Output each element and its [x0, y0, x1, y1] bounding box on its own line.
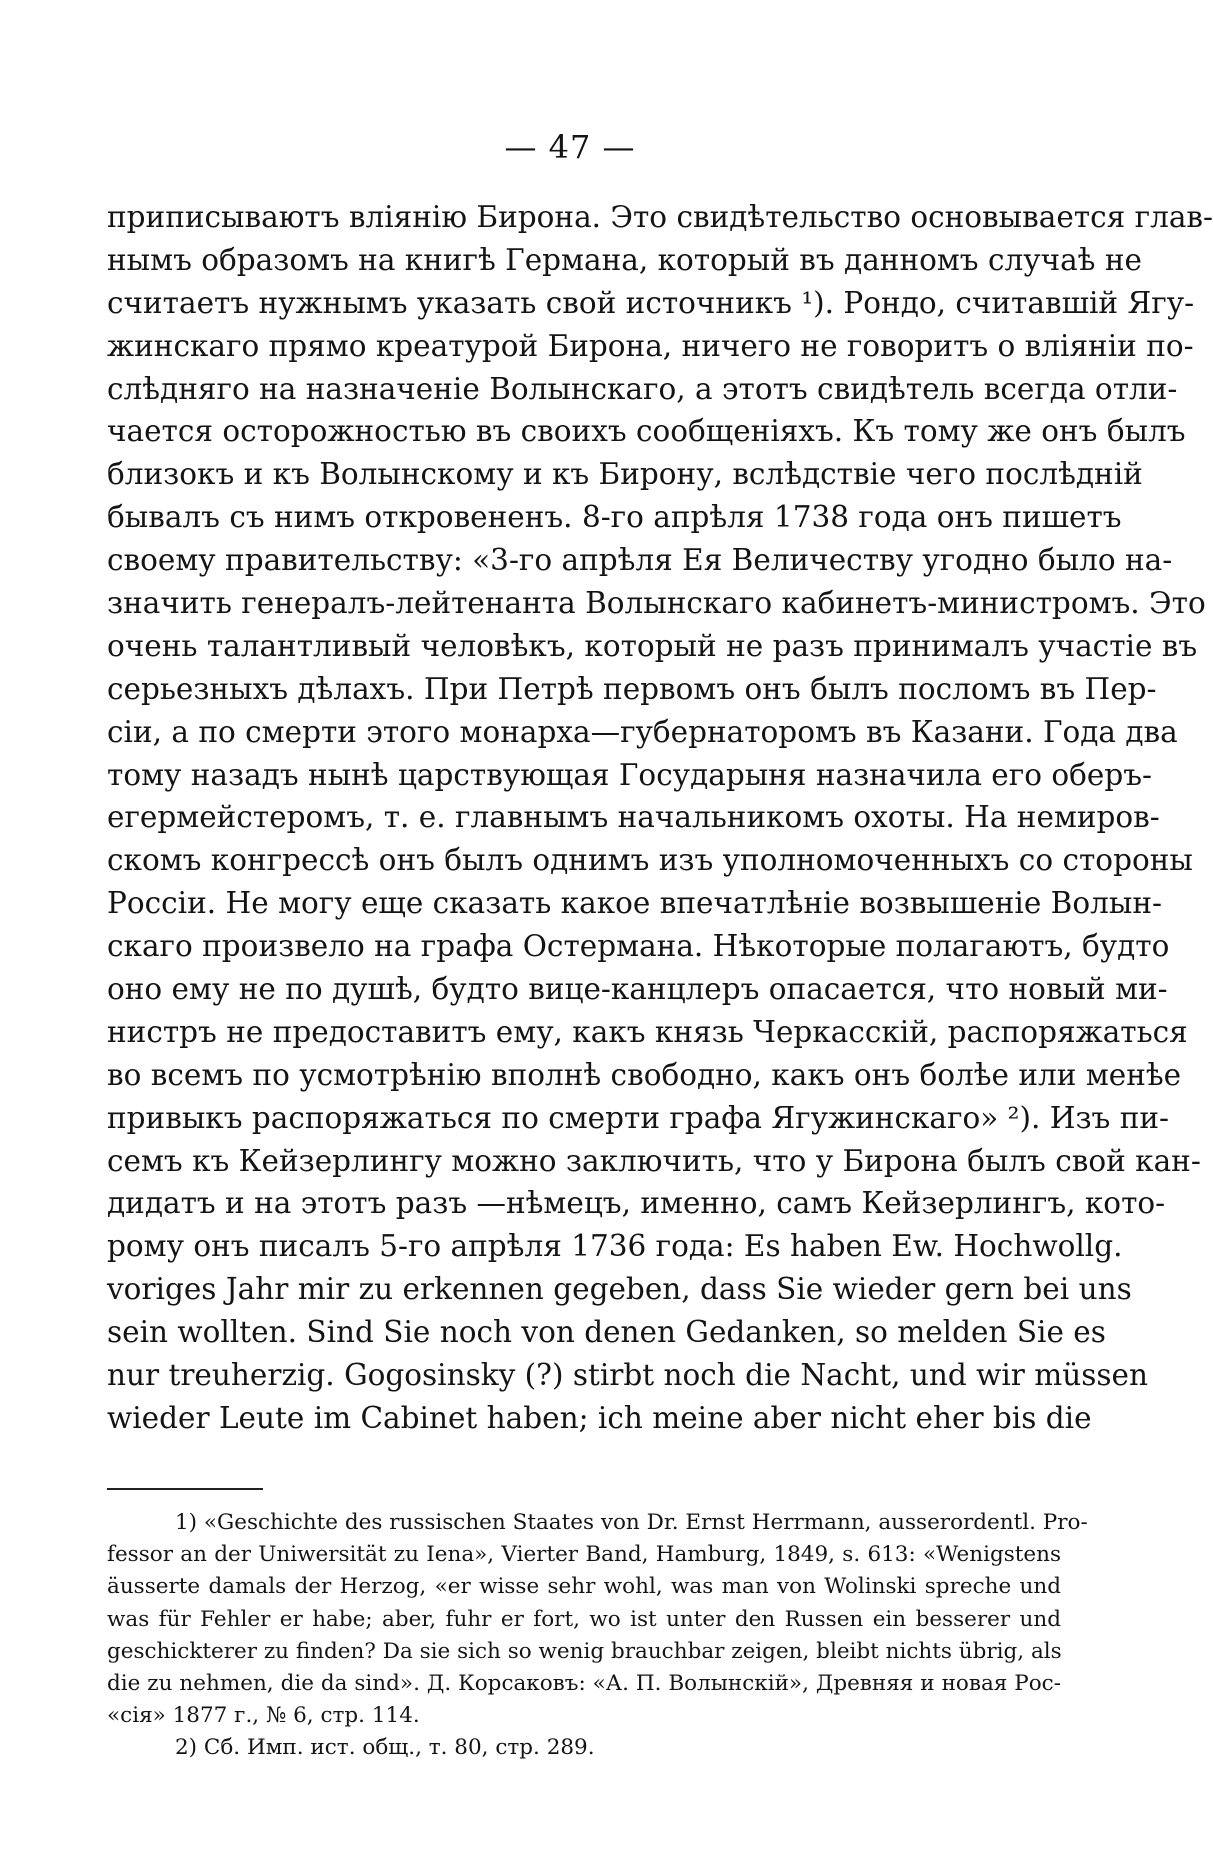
text-line: дидатъ и на этотъ разъ —нѣмецъ, именно, самъ Кейзерлингъ, кото-	[107, 1186, 1166, 1221]
page-number: — 47 —	[504, 128, 636, 166]
text-line: nur treuherzig. Gogosinsky (?) stirbt noch die Nacht, und wir müssen	[107, 1358, 1148, 1393]
footnote-line: was für Fehler er habe; aber, fuhr er fort, wo ist unter den Russen ein besserer und	[107, 1606, 1061, 1632]
text-line: сіи, а по смерти этого монарха—губернаторомъ въ Казани. Года два	[107, 714, 1178, 749]
main-text	[107, 196, 1213, 1440]
text-line: скаго произвело на графа Остермана. Нѣкоторые полагаютъ, будто	[107, 929, 1170, 964]
text-line: нымъ образомъ на книгѣ Германа, который въ данномъ случаѣ не	[107, 242, 1142, 277]
text-line: приписываютъ вліянію Бирона. Это свидѣтельство основывается глав-	[107, 200, 1213, 234]
footnote-line: äusserte damals der Herzog, «er wisse sehr wohl, was man von Wolinski spreche und	[107, 1574, 1061, 1600]
text-line: близокъ и къ Волынскому и къ Бирону, вслѣдствіе чего послѣдній	[107, 457, 1143, 492]
text-line: рому онъ писалъ 5-го апрѣля 1736 года: Es haben Ew. Hochwollg.	[107, 1229, 1123, 1264]
text-line: скомъ конгрессѣ онъ былъ однимъ изъ уполномоченныхъ со стороны	[107, 843, 1193, 878]
text-line: привыкъ распоряжаться по смерти графа Ягужинскаго» ²). Изъ пи-	[107, 1100, 1169, 1135]
text-line: семъ къ Кейзерлингу можно заключить, что у Бирона былъ свой кан-	[107, 1143, 1201, 1178]
text-line: егермейстеромъ, т. е. главнымъ начальникомъ охоты. На немиров-	[107, 800, 1160, 835]
text-line: voriges Jahr mir zu erkennen gegeben, dass Sie wieder gern bei uns	[107, 1272, 1132, 1307]
footnote-divider	[107, 1488, 263, 1490]
text-line: очень талантливый человѣкъ, который не разъ принималъ участіе въ	[107, 628, 1198, 663]
footnote-line: 1) «Geschichte des russischen Staates von Dr. Ernst Herrmann, ausserordentl. Pro-	[175, 1510, 1088, 1535]
text-line: слѣдняго на назначеніе Волынскаго, а этотъ свидѣтель всегда отли-	[107, 371, 1178, 406]
text-line: бывалъ съ нимъ откровененъ. 8-го апрѣля 1738 года онъ пишетъ	[107, 500, 1122, 535]
text-line: жинскаго прямо креатурой Бирона, ничего не говоритъ о вліяніи по-	[107, 328, 1194, 363]
text-line: чается осторожностью въ своихъ сообщеніяхъ. Къ тому же онъ былъ	[107, 414, 1186, 449]
footnote-line: fessor an der Uniwersität zu Iena», Vierter Band, Hamburg, 1849, s. 613: «Wenigstens	[107, 1542, 1061, 1568]
text-line: нистръ не предоставитъ ему, какъ князь Черкасскій, распоряжаться	[107, 1014, 1188, 1049]
text-line: своему правительству: «3-го апрѣля Ея Величеству угодно было на-	[107, 543, 1173, 578]
text-line: серьезныхъ дѣлахъ. При Петрѣ первомъ онъ былъ посломъ въ Пер-	[107, 671, 1157, 706]
footnotes	[107, 1507, 1088, 1765]
text-line: оно ему не по душѣ, будто вице-канцлеръ опасается, что новый ми-	[107, 972, 1168, 1007]
text-line: считаетъ нужнымъ указать свой источникъ ¹). Рондо, считавшій Ягу-	[107, 285, 1195, 320]
text-line: wieder Leute im Cabinet haben; ich meine aber nicht eher bis die	[107, 1400, 1092, 1435]
text-line: sein wollten. Sind Sie noch von denen Gedanken, so melden Sie es	[107, 1315, 1106, 1350]
text-line: тому назадъ нынѣ царствующая Государыня назначила его оберъ-	[107, 757, 1152, 792]
text-line: во всемъ по усмотрѣнію вполнѣ свободно, какъ онъ болѣе или менѣе	[107, 1057, 1182, 1092]
footnote-line: «сія» 1877 г., № 6, стр. 114.	[107, 1703, 420, 1729]
footnote-line: die zu nehmen, die da sind». Д. Корсаковъ: «А. П. Волынскій», Древняя и новая Рос-	[107, 1670, 1061, 1696]
footnote-line: 2) Сб. Имп. ист. общ., т. 80, стр. 289.	[175, 1735, 595, 1761]
text-line: значить генералъ-лейтенанта Волынскаго кабинетъ-министромъ. Это	[107, 586, 1206, 621]
footnote-line: geschickterer zu finden? Da sie sich so wenig brauchbar zeigen, bleibt nichts übrig, als	[107, 1638, 1062, 1664]
text-line: Россіи. Не могу еще сказать какое впечатлѣніе возвышеніе Волын-	[107, 886, 1162, 921]
